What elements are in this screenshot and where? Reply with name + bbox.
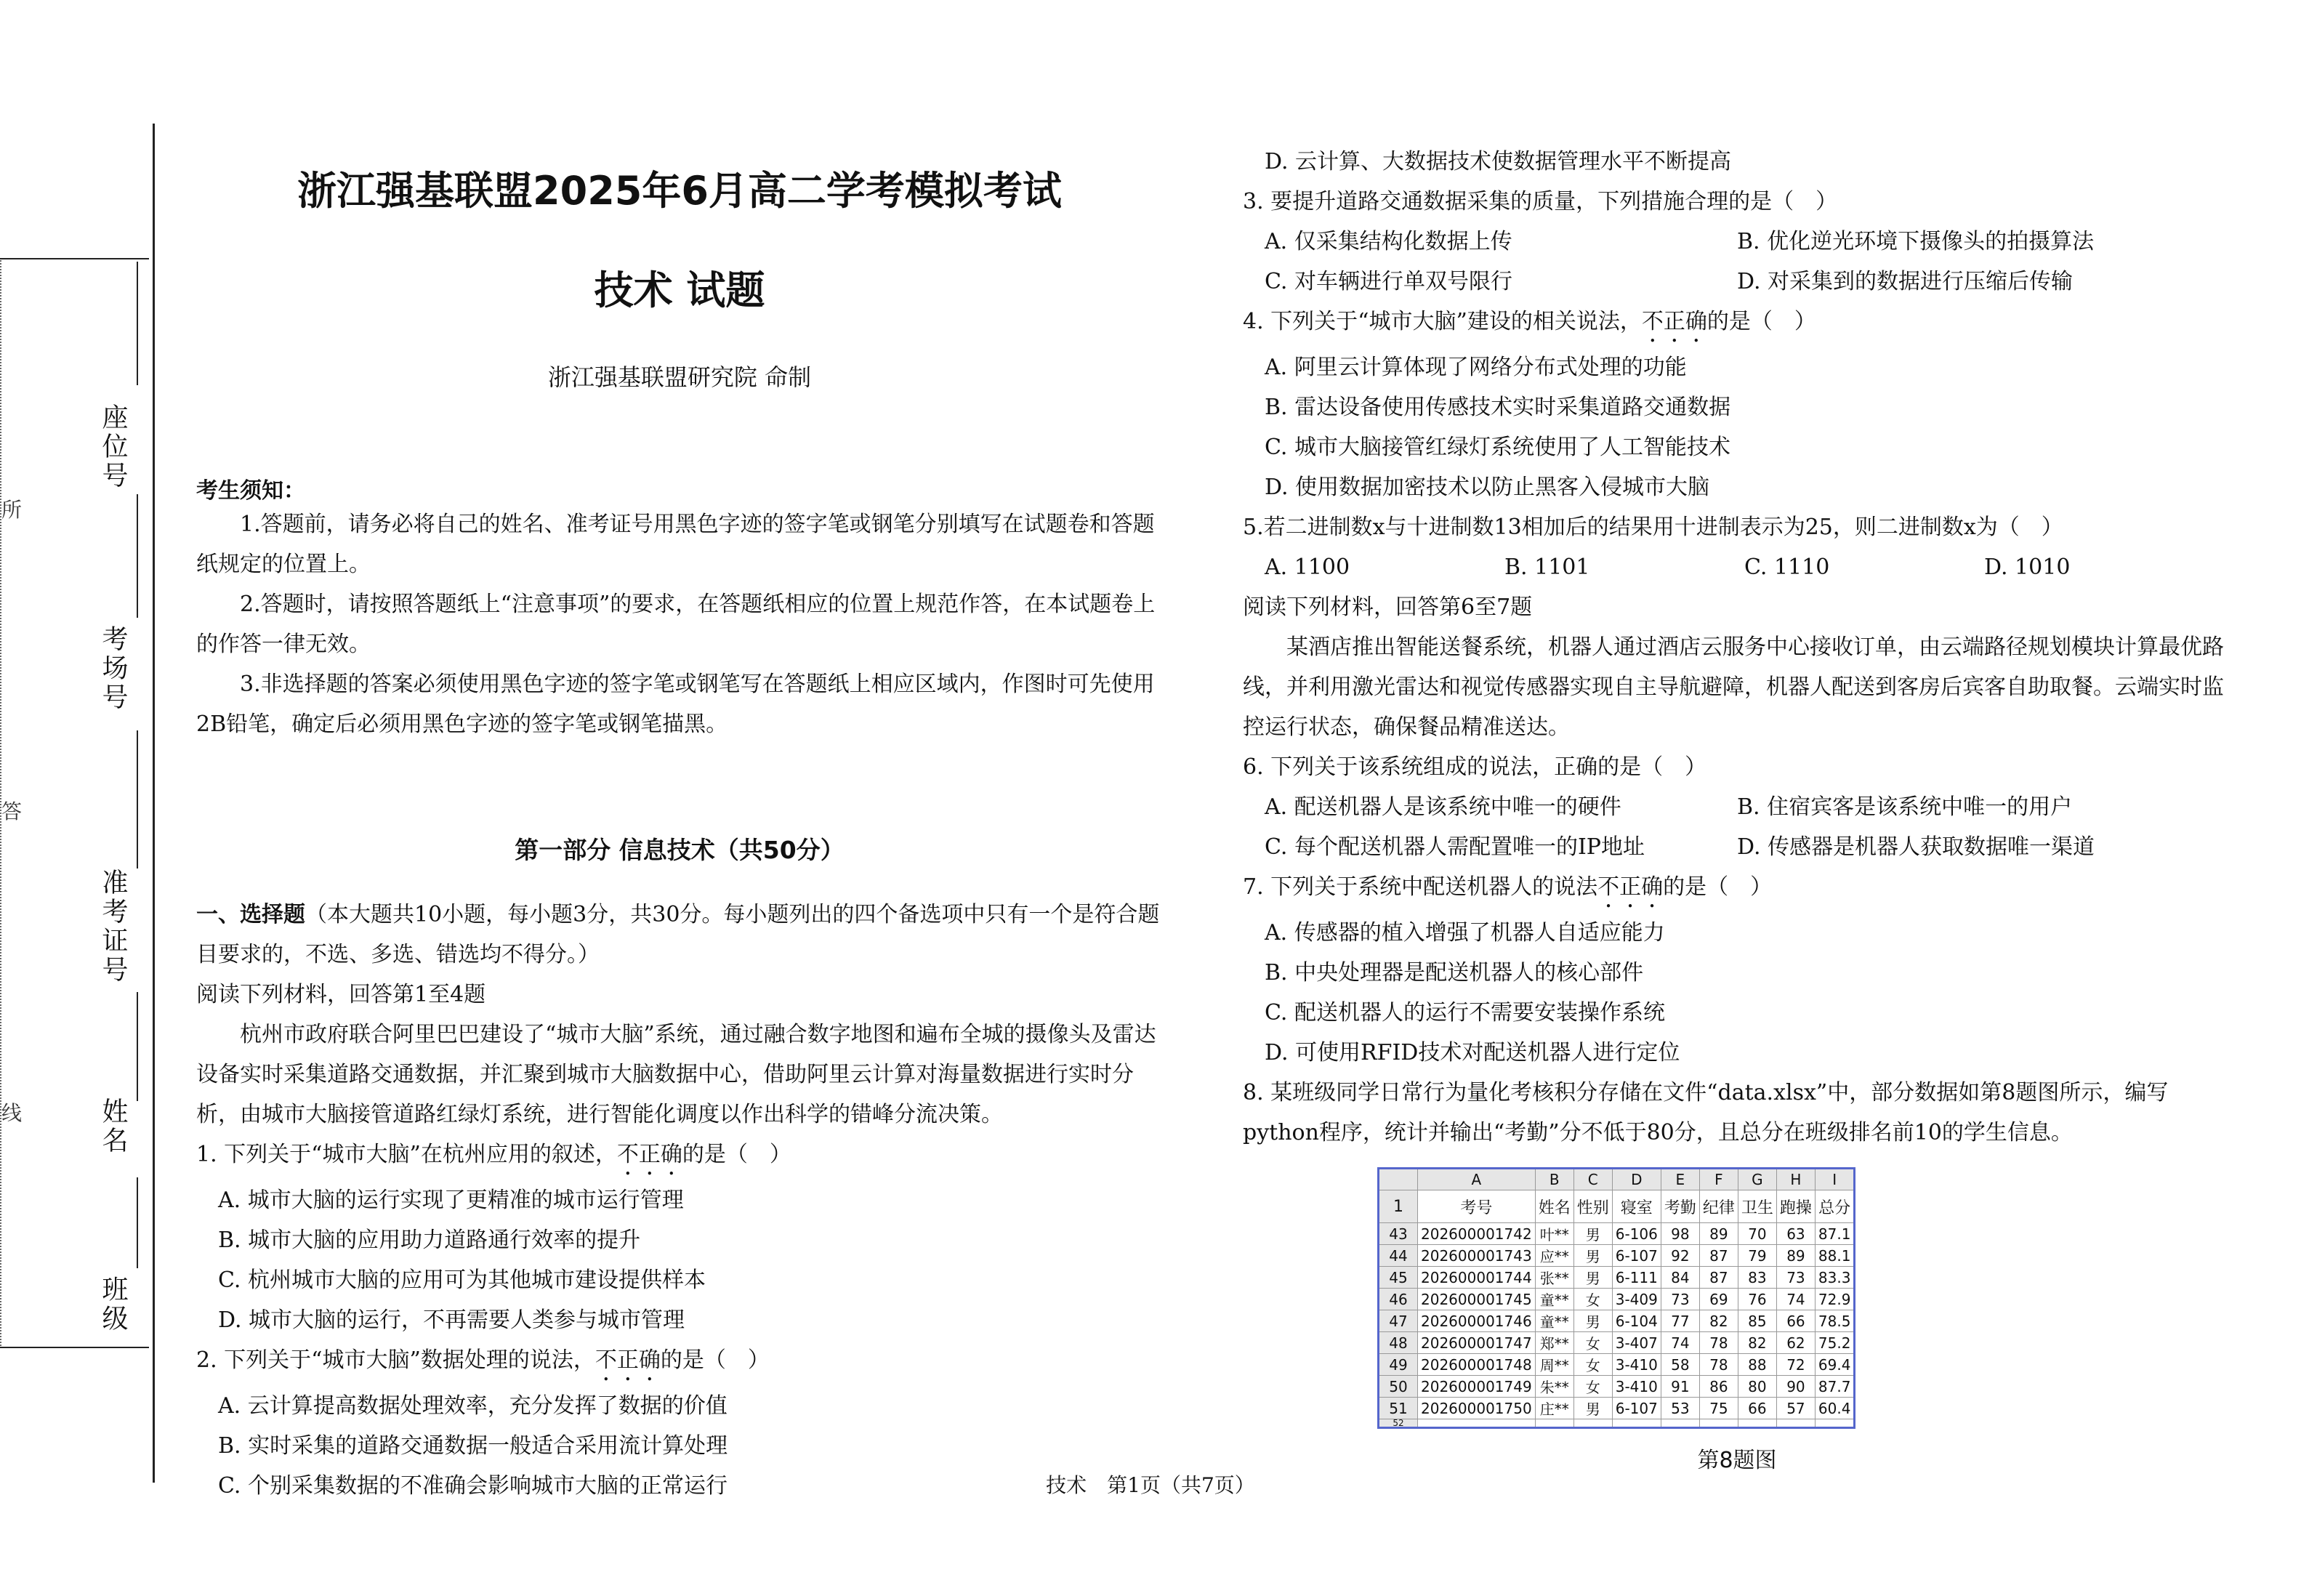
sheet-cell: 87.7 xyxy=(1815,1376,1855,1398)
q1-option-a: A. 城市大脑的运行实现了更精准的城市运行管理 xyxy=(218,1188,684,1213)
sheet-cell: 庄** xyxy=(1535,1398,1573,1419)
sheet-cell: 80 xyxy=(1738,1376,1776,1398)
q6-options-row-2 xyxy=(1243,827,2231,867)
q3-options-row-1 xyxy=(1243,222,2231,262)
cut-char-2: 答 xyxy=(1,799,23,823)
exam-org: 浙江强基联盟研究院 命制 xyxy=(547,363,812,391)
sheet-cell: 女 xyxy=(1573,1354,1612,1376)
sheet-cell: 6-106 xyxy=(1612,1223,1661,1245)
sheet-column-letter: I xyxy=(1815,1169,1855,1190)
sheet-cell: 78 xyxy=(1699,1332,1738,1354)
margin-line xyxy=(153,124,155,1483)
q7-stem-post: 的是（ ） xyxy=(1663,874,1773,900)
sheet-cell: 87 xyxy=(1699,1267,1738,1289)
q4-emphasis: 不正确 xyxy=(1641,309,1707,334)
sheet-row-number: 50 xyxy=(1379,1376,1418,1398)
sheet-cell: 女 xyxy=(1573,1289,1612,1310)
q4-option-c: C. 城市大脑接管红绿灯系统使用了人工智能技术 xyxy=(1265,435,1730,460)
q2-option-d: D. 云计算、大数据技术使数据管理水平不断提高 xyxy=(1265,149,1732,174)
q8-stem: 8. 某班级同学日常行为量化考核积分存储在文件“data.xlsx”中，部分数据如第8题图所示，编写python程序，统计并输出“考勤”分不低于80分，且总分在班级排名前10的学生信息。 xyxy=(1243,1080,2169,1145)
sheet-data-row xyxy=(1379,1223,1855,1245)
q1-stem-post: 的是（ ） xyxy=(682,1142,791,1167)
sheet-cell: 73 xyxy=(1776,1267,1815,1289)
sheet-cell: 72.9 xyxy=(1815,1289,1855,1310)
sheet-cell: 87 xyxy=(1699,1245,1738,1267)
sheet-row-number: 1 xyxy=(1379,1190,1418,1223)
sheet-cell: 202600001746 xyxy=(1418,1310,1536,1332)
sheet-corner-cell xyxy=(1379,1169,1418,1190)
sheet-cell: 60.4 xyxy=(1815,1398,1855,1419)
sheet-cell: 74 xyxy=(1776,1289,1815,1310)
q2-stem-pre: 2. 下列关于“城市大脑”数据处理的说法， xyxy=(196,1347,595,1373)
q1-stem-pre: 1. 下列关于“城市大脑”在杭州应用的叙述， xyxy=(196,1142,617,1167)
sheet-header-row xyxy=(1379,1190,1855,1223)
sheet-cell: 女 xyxy=(1573,1332,1612,1354)
q4-option-a: A. 阿里云计算体现了网络分布式处理的功能 xyxy=(1265,355,1687,380)
q1-option-b: B. 城市大脑的应用助力道路通行效率的提升 xyxy=(218,1228,641,1253)
q3-option-c: C. 对车辆进行单双号限行 xyxy=(1265,269,1512,294)
page-footer: 技术 第1页（共7页） xyxy=(1046,1473,1255,1497)
notice-item-1: 1.答题前，请务必将自己的姓名、准考证号用黑色字迹的签字笔或钢笔分别填写在试题卷和答题纸规定的位置上。 xyxy=(196,512,1155,577)
sheet-cell: 应** xyxy=(1535,1245,1573,1267)
q6-stem: 6. 下列关于该系统组成的说法，正确的是（ ） xyxy=(1243,754,1707,780)
sheet-header-cell: 性别 xyxy=(1573,1190,1612,1223)
sheet-cell: 郑** xyxy=(1535,1332,1573,1354)
q4-stem-pre: 4. 下列关于“城市大脑”建设的相关说法， xyxy=(1243,309,1642,334)
sheet-empty-cell xyxy=(1612,1419,1661,1428)
sheet-row-number: 44 xyxy=(1379,1245,1418,1267)
sheet-row-number: 47 xyxy=(1379,1310,1418,1332)
field-exam-room: 考场号 xyxy=(98,625,128,712)
sheet-header-cell: 考号 xyxy=(1418,1190,1536,1223)
sheet-row-number: 43 xyxy=(1379,1223,1418,1245)
sheet-cell: 91 xyxy=(1661,1376,1699,1398)
sheet-header-cell: 卫生 xyxy=(1738,1190,1776,1223)
binding-strip xyxy=(0,0,156,1596)
sheet-data-row xyxy=(1379,1310,1855,1332)
sheet-header-cell: 姓名 xyxy=(1535,1190,1573,1223)
q6-option-a: A. 配送机器人是该系统中唯一的硬件 xyxy=(1265,794,1621,820)
q2-stem xyxy=(196,1340,1163,1386)
sheet-data-row xyxy=(1379,1376,1855,1398)
sheet-empty-cell xyxy=(1776,1419,1815,1428)
sheet-row-number: 48 xyxy=(1379,1332,1418,1354)
sheet-cell: 男 xyxy=(1573,1223,1612,1245)
notice-item-3: 3.非选择题的答案必须使用黑色字迹的签字笔或钢笔写在答题纸上相应区域内，作图时可先使用2B铅笔，确定后必须用黑色字迹的签字笔或钢笔描黑。 xyxy=(196,672,1155,737)
q2-option-a: A. 云计算提高数据处理效率，充分发挥了数据的价值 xyxy=(218,1393,728,1419)
strip-top-border xyxy=(0,258,149,259)
q2-option-b: B. 实时采集的道路交通数据一般适合采用流计算处理 xyxy=(218,1433,728,1459)
q1-emphasis: 不正确 xyxy=(616,1142,682,1167)
reading1-text: 杭州市政府联合阿里巴巴建设了“城市大脑”系统，通过融合数字地图和遍布全城的摄像头及雷达设备实时采集道路交通数据，并汇聚到城市大脑数据中心，借助阿里云计算对海量数据进行实时分析，由城市大脑接管道路红绿灯系统，进行智能化调度以作出科学的错峰分流决策。 xyxy=(196,1022,1156,1127)
sheet-cell: 90 xyxy=(1776,1376,1815,1398)
sheet-cell: 女 xyxy=(1573,1376,1612,1398)
sheet-cell: 63 xyxy=(1776,1223,1815,1245)
reading2-intro: 阅读下列材料，回答第6至7题 xyxy=(1243,595,1533,620)
q2-emphasis: 不正确 xyxy=(595,1347,661,1373)
sheet-row-number: 49 xyxy=(1379,1354,1418,1376)
fill-line-name xyxy=(137,992,138,1101)
sheet-empty-cell xyxy=(1573,1419,1612,1428)
sheet-cell: 83.3 xyxy=(1815,1267,1855,1289)
q4-stem-post: 的是（ ） xyxy=(1706,309,1816,334)
sheet-header-cell: 寝室 xyxy=(1612,1190,1661,1223)
sheet-cell: 202600001744 xyxy=(1418,1267,1536,1289)
q2-stem-post: 的是（ ） xyxy=(660,1347,770,1373)
sheet-row-number: 51 xyxy=(1379,1398,1418,1419)
sheet-data-row xyxy=(1379,1398,1855,1419)
q7-stem xyxy=(1243,867,2231,913)
sheet-data-row xyxy=(1379,1332,1855,1354)
notice-item-2: 2.答题时，请按照答题纸上“注意事项”的要求，在答题纸相应的位置上规范作答，在本试题卷上的作答一律无效。 xyxy=(196,592,1156,657)
sheet-cell: 82 xyxy=(1738,1332,1776,1354)
sheet-column-letter: G xyxy=(1738,1169,1776,1190)
sheet-cell: 202600001750 xyxy=(1418,1398,1536,1419)
sheet-cell: 85 xyxy=(1738,1310,1776,1332)
sheet-empty-cell xyxy=(1738,1419,1776,1428)
reading1-intro: 阅读下列材料，回答第1至4题 xyxy=(196,982,486,1007)
sheet-empty-cell xyxy=(1815,1419,1855,1428)
sheet-cell: 89 xyxy=(1776,1245,1815,1267)
sheet-cell: 73 xyxy=(1661,1289,1699,1310)
sheet-empty-cell xyxy=(1661,1419,1699,1428)
sheet-cell: 3-410 xyxy=(1612,1376,1661,1398)
sheet-cell: 6-104 xyxy=(1612,1310,1661,1332)
q7-emphasis: 不正确 xyxy=(1597,874,1664,900)
sheet-data-row xyxy=(1379,1354,1855,1376)
sheet-column-letter: F xyxy=(1699,1169,1738,1190)
sheet-column-letter: A xyxy=(1418,1169,1536,1190)
sheet-cell: 66 xyxy=(1738,1398,1776,1419)
q8-caption: 第8题图 xyxy=(1697,1448,1777,1473)
section-intro xyxy=(196,895,1163,975)
sheet-row-number: 46 xyxy=(1379,1289,1418,1310)
sheet-cell: 69 xyxy=(1699,1289,1738,1310)
sheet-cell: 童** xyxy=(1535,1289,1573,1310)
q3-option-a: A. 仅采集结构化数据上传 xyxy=(1265,229,1512,254)
sheet-cell: 6-111 xyxy=(1612,1267,1661,1289)
q8-spreadsheet xyxy=(1377,1167,1855,1429)
sheet-cell: 86 xyxy=(1699,1376,1738,1398)
q3-option-b: B. 优化逆光环境下摄像头的拍摄算法 xyxy=(1737,229,2095,254)
sheet-cell: 66 xyxy=(1776,1310,1815,1332)
sheet-cell: 202600001748 xyxy=(1418,1354,1536,1376)
sheet-cell: 男 xyxy=(1573,1310,1612,1332)
sheet-cell: 202600001749 xyxy=(1418,1376,1536,1398)
sheet-empty-cell xyxy=(1418,1419,1536,1428)
sheet-cell: 张** xyxy=(1535,1267,1573,1289)
q7-option-a: A. 传感器的植入增强了机器人自适应能力 xyxy=(1265,920,1665,946)
field-name: 姓名 xyxy=(98,1097,128,1156)
q4-option-d: D. 使用数据加密技术以防止黑客入侵城市大脑 xyxy=(1265,475,1710,500)
sheet-cell: 57 xyxy=(1776,1398,1815,1419)
sheet-cell: 男 xyxy=(1573,1245,1612,1267)
sheet-cell: 87.1 xyxy=(1815,1223,1855,1245)
strip-bottom-border xyxy=(0,1347,149,1348)
sheet-cell: 男 xyxy=(1573,1398,1612,1419)
notice-heading: 考生须知： xyxy=(196,478,305,504)
sheet-cell: 69.4 xyxy=(1815,1354,1855,1376)
sheet-empty-cell xyxy=(1535,1419,1573,1428)
q3-option-d: D. 对采集到的数据进行压缩后传输 xyxy=(1737,269,2074,294)
sheet-cell: 83 xyxy=(1738,1267,1776,1289)
q7-option-d: D. 可使用RFID技术对配送机器人进行定位 xyxy=(1265,1040,1680,1065)
q1-option-d: D. 城市大脑的运行，不再需要人类参与城市管理 xyxy=(218,1307,685,1333)
q7-option-b: B. 中央处理器是配送机器人的核心部件 xyxy=(1265,960,1644,986)
field-class: 班级 xyxy=(98,1275,128,1334)
sheet-data-row xyxy=(1379,1267,1855,1289)
sheet-cell: 3-409 xyxy=(1612,1289,1661,1310)
sheet-column-letters xyxy=(1379,1169,1855,1190)
sheet-cell: 叶** xyxy=(1535,1223,1573,1245)
q1-stem xyxy=(196,1134,1163,1180)
sheet-cell: 62 xyxy=(1776,1332,1815,1354)
cut-char-3: 线 xyxy=(1,1101,23,1125)
left-column xyxy=(196,160,1163,1506)
sheet-cell: 74 xyxy=(1661,1332,1699,1354)
sheet-cell: 84 xyxy=(1661,1267,1699,1289)
field-ticket-number: 准考证号 xyxy=(98,868,128,985)
q5-stem: 5.若二进制数x与十进制数13相加后的结果用十进制表示为25，则二进制数x为（ ） xyxy=(1243,515,2063,540)
fill-line-class xyxy=(137,1177,138,1268)
sheet-cell: 202600001747 xyxy=(1418,1332,1536,1354)
sheet-cell: 3-407 xyxy=(1612,1332,1661,1354)
sheet-cell: 98 xyxy=(1661,1223,1699,1245)
sheet-row-number: 52 xyxy=(1379,1419,1418,1428)
q2-option-c: C. 个别采集数据的不准确会影响城市大脑的正常运行 xyxy=(218,1473,728,1499)
sheet-header-cell: 跑操 xyxy=(1776,1190,1815,1223)
sheet-cell: 75.2 xyxy=(1815,1332,1855,1354)
q7-option-c: C. 配送机器人的运行不需要安装操作系统 xyxy=(1265,1000,1665,1025)
sheet-cell: 82 xyxy=(1699,1310,1738,1332)
q5-option-c: C. 1110 xyxy=(1744,555,1830,580)
sheet-column-letter: H xyxy=(1776,1169,1815,1190)
sheet-cell: 70 xyxy=(1738,1223,1776,1245)
q5-options xyxy=(1243,547,2231,587)
sheet-cell: 202600001745 xyxy=(1418,1289,1536,1310)
exam-title: 浙江强基联盟2025年6月高二学考模拟考试 xyxy=(297,168,1062,214)
cut-char-1: 所 xyxy=(1,498,23,522)
sheet-header-cell: 考勤 xyxy=(1661,1190,1699,1223)
sheet-cell: 78.5 xyxy=(1815,1310,1855,1332)
sheet-cell: 202600001743 xyxy=(1418,1245,1536,1267)
q3-stem: 3. 要提升道路交通数据采集的质量，下列措施合理的是（ ） xyxy=(1243,189,1838,214)
sheet-cell: 53 xyxy=(1661,1398,1699,1419)
q5-option-a: A. 1100 xyxy=(1265,555,1350,580)
sheet-cell: 78 xyxy=(1699,1354,1738,1376)
sheet-data-row xyxy=(1379,1245,1855,1267)
sheet-cell: 88.1 xyxy=(1815,1245,1855,1267)
q6-option-d: D. 传感器是机器人获取数据唯一渠道 xyxy=(1737,834,2095,860)
sheet-cell: 202600001742 xyxy=(1418,1223,1536,1245)
sheet-cell: 75 xyxy=(1699,1398,1738,1419)
q4-stem xyxy=(1243,302,2231,347)
fill-line-room xyxy=(137,494,138,618)
sheet-cell: 58 xyxy=(1661,1354,1699,1376)
sheet-cell: 88 xyxy=(1738,1354,1776,1376)
q7-stem-pre: 7. 下列关于系统中配送机器人的说法 xyxy=(1243,874,1598,900)
fill-line-seat xyxy=(137,262,138,385)
sheet-row-number: 45 xyxy=(1379,1267,1418,1289)
part1-heading: 第一部分 信息技术（共50分） xyxy=(515,836,845,864)
sheet-cell: 92 xyxy=(1661,1245,1699,1267)
sheet-cell: 3-410 xyxy=(1612,1354,1661,1376)
sheet-cell: 男 xyxy=(1573,1267,1612,1289)
sheet-cell: 6-107 xyxy=(1612,1245,1661,1267)
sheet-header-cell: 总分 xyxy=(1815,1190,1855,1223)
sheet-cell: 77 xyxy=(1661,1310,1699,1332)
right-column xyxy=(1243,142,2231,1474)
sheet-column-letter: D xyxy=(1612,1169,1661,1190)
sheet-cell: 89 xyxy=(1699,1223,1738,1245)
q5-option-b: B. 1101 xyxy=(1504,555,1590,580)
sheet-cell: 周** xyxy=(1535,1354,1573,1376)
reading2-text: 某酒店推出智能送餐系统，机器人通过酒店云服务中心接收订单，由云端路径规划模块计算最优路线，并利用激光雷达和视觉传感器实现自主导航避障，机器人配送到客房后宾客自助取餐。云端实时监控运行状态，确保餐品精准送达。 xyxy=(1243,634,2224,740)
sheet-cell: 朱** xyxy=(1535,1376,1573,1398)
field-seat-number: 座位号 xyxy=(98,403,128,491)
section-title: 一、选择题 xyxy=(196,902,305,927)
q6-options-row-1 xyxy=(1243,787,2231,827)
sheet-column-letter: C xyxy=(1573,1169,1612,1190)
sheet-partial-row xyxy=(1379,1419,1855,1428)
sheet-cell: 童** xyxy=(1535,1310,1573,1332)
q1-option-c: C. 杭州城市大脑的应用可为其他城市建设提供样本 xyxy=(218,1267,706,1293)
sheet-cell: 6-107 xyxy=(1612,1398,1661,1419)
sheet-cell: 76 xyxy=(1738,1289,1776,1310)
fill-line-ticket xyxy=(137,730,138,868)
q6-option-c: C. 每个配送机器人需配置唯一的IP地址 xyxy=(1265,834,1645,860)
sheet-data-row xyxy=(1379,1289,1855,1310)
sheet-column-letter: B xyxy=(1535,1169,1573,1190)
sheet-column-letter: E xyxy=(1661,1169,1699,1190)
exam-subtitle: 技术 试题 xyxy=(594,267,765,313)
sheet-cell: 72 xyxy=(1776,1354,1815,1376)
sheet-cell: 79 xyxy=(1738,1245,1776,1267)
section-desc: （本大题共10小题，每小题3分，共30分。每小题列出的四个备选项中只有一个是符合题目要求的，不选、多选、错选均不得分。） xyxy=(196,902,1160,967)
sheet-header-cell: 纪律 xyxy=(1699,1190,1738,1223)
q3-options-row-2 xyxy=(1243,262,2231,302)
q5-option-d: D. 1010 xyxy=(1984,555,2071,580)
q6-option-b: B. 住宿宾客是该系统中唯一的用户 xyxy=(1737,794,2073,820)
q4-option-b: B. 雷达设备使用传感技术实时采集道路交通数据 xyxy=(1265,395,1731,420)
sheet-empty-cell xyxy=(1699,1419,1738,1428)
